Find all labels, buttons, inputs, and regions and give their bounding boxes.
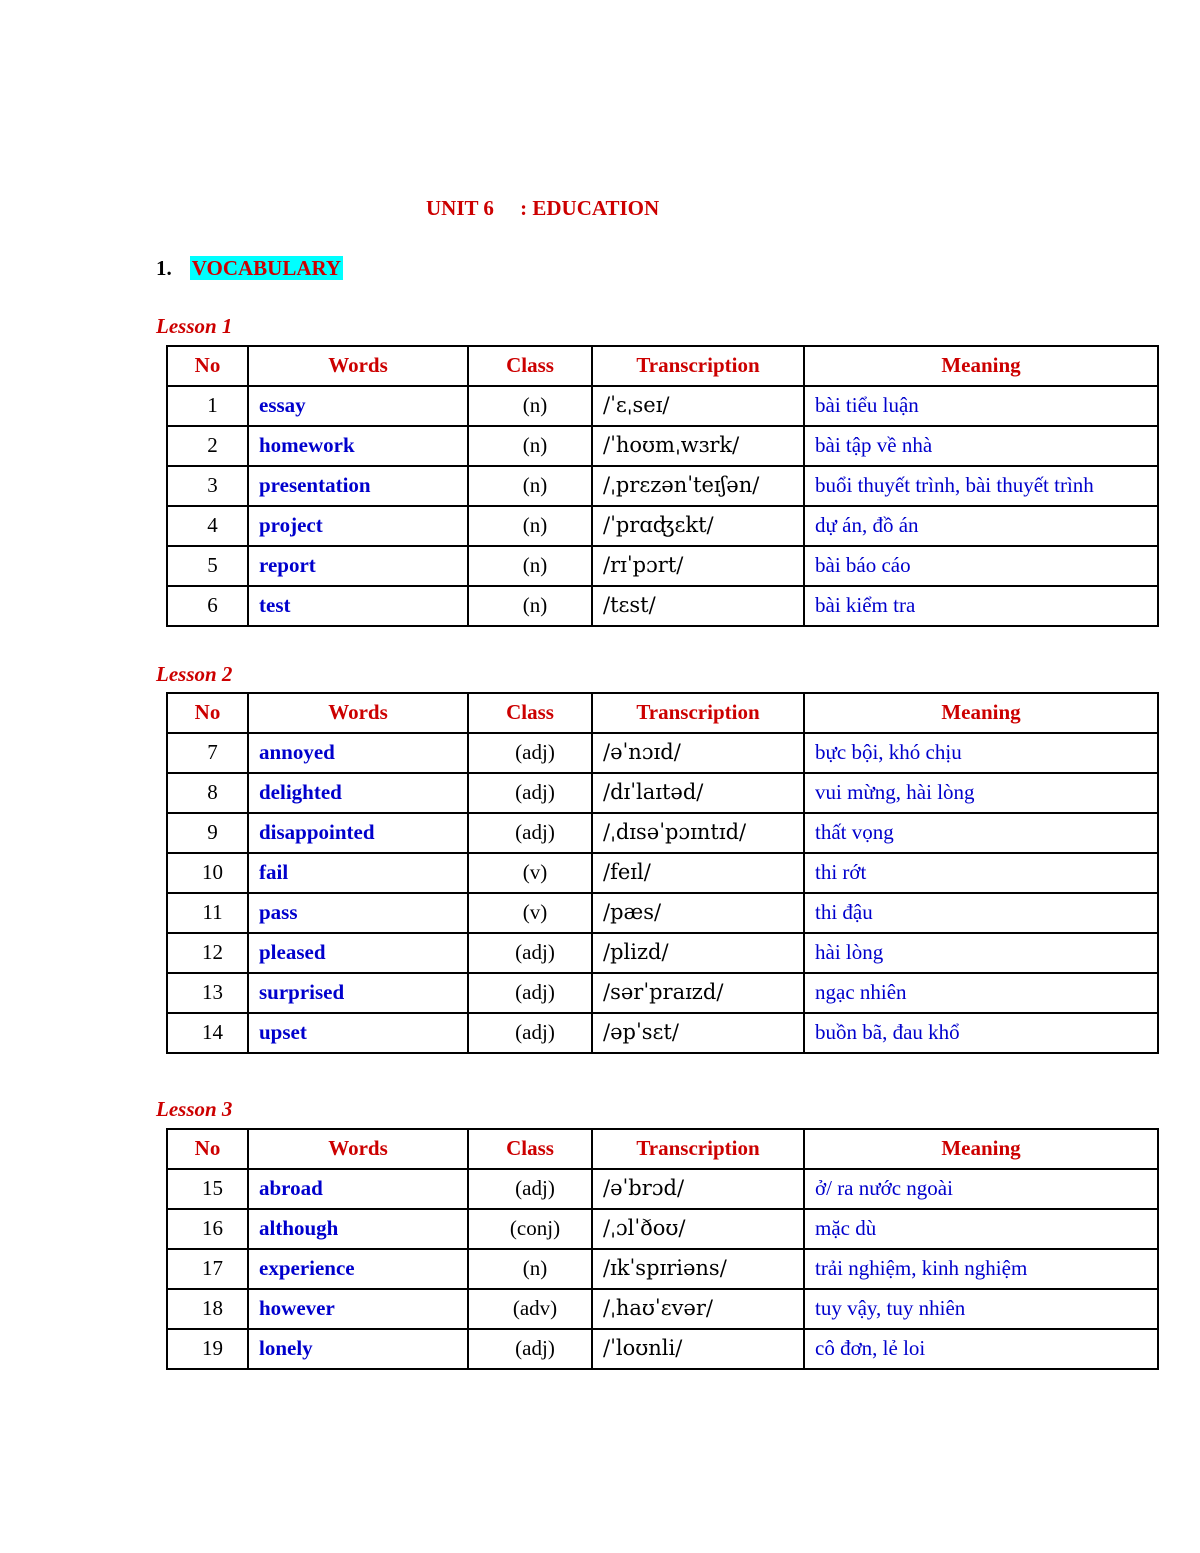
header-meaning: Meaning (804, 346, 1158, 386)
table-header-row (167, 346, 1158, 386)
word-cell: pleased (248, 933, 468, 973)
transcription-cell: /ˈloʊnli/ (592, 1329, 804, 1369)
table-row (167, 506, 1158, 546)
table-row (167, 1329, 1158, 1369)
lesson-3-label: Lesson 3 (156, 1097, 233, 1121)
class-cell: (adj) (468, 973, 592, 1013)
transcription-cell: /ˈhoʊmˌwɜrk/ (592, 426, 804, 466)
word-cell: although (248, 1209, 468, 1249)
meaning-cell: ở/ ra nước ngoài (804, 1169, 1158, 1209)
meaning-cell: cô đơn, lẻ loi (804, 1329, 1158, 1369)
page-title: UNIT 6 : EDUCATION (426, 196, 660, 220)
table-row (167, 893, 1158, 933)
class-cell: (n) (468, 546, 592, 586)
row-number: 3 (167, 466, 248, 506)
table-header-row (167, 693, 1158, 733)
word-cell: test (248, 586, 468, 626)
table-row (167, 1013, 1158, 1053)
table-row (167, 1169, 1158, 1209)
meaning-cell: thi rớt (804, 853, 1158, 893)
row-number: 14 (167, 1013, 248, 1053)
meaning-cell: thi đậu (804, 893, 1158, 933)
header-words: Words (248, 1129, 468, 1169)
row-number: 18 (167, 1289, 248, 1329)
row-number: 19 (167, 1329, 248, 1369)
row-number: 13 (167, 973, 248, 1013)
row-number: 16 (167, 1209, 248, 1249)
meaning-cell: trải nghiệm, kinh nghiệm (804, 1249, 1158, 1289)
transcription-cell: /əˈnɔɪd/ (592, 733, 804, 773)
header-class: Class (468, 346, 592, 386)
word-cell: fail (248, 853, 468, 893)
header-no: No (167, 1129, 248, 1169)
table-row (167, 1289, 1158, 1329)
header-no: No (167, 693, 248, 733)
transcription-cell: /tɛst/ (592, 586, 804, 626)
row-number: 10 (167, 853, 248, 893)
word-cell: abroad (248, 1169, 468, 1209)
transcription-cell: /rɪˈpɔrt/ (592, 546, 804, 586)
word-cell: annoyed (248, 733, 468, 773)
class-cell: (n) (468, 506, 592, 546)
class-cell: (adv) (468, 1289, 592, 1329)
meaning-cell: ngạc nhiên (804, 973, 1158, 1013)
table-row (167, 853, 1158, 893)
transcription-cell: /əˈbrɔd/ (592, 1169, 804, 1209)
class-cell: (v) (468, 853, 592, 893)
word-cell: delighted (248, 773, 468, 813)
class-cell: (adj) (468, 733, 592, 773)
transcription-cell: /feɪl/ (592, 853, 804, 893)
transcription-cell: /plizd/ (592, 933, 804, 973)
meaning-cell: buổi thuyết trình, bài thuyết trình (804, 466, 1158, 506)
word-cell: presentation (248, 466, 468, 506)
meaning-cell: dự án, đồ án (804, 506, 1158, 546)
row-number: 1 (167, 386, 248, 426)
word-cell: upset (248, 1013, 468, 1053)
row-number: 9 (167, 813, 248, 853)
class-cell: (adj) (468, 1013, 592, 1053)
transcription-cell: /ˌɔlˈðoʊ/ (592, 1209, 804, 1249)
table-row (167, 386, 1158, 426)
row-number: 4 (167, 506, 248, 546)
meaning-cell: thất vọng (804, 813, 1158, 853)
class-cell: (adj) (468, 813, 592, 853)
lesson-1-table (166, 345, 1159, 627)
meaning-cell: bài tiểu luận (804, 386, 1158, 426)
table-row (167, 466, 1158, 506)
meaning-cell: bài tập về nhà (804, 426, 1158, 466)
transcription-cell: /ˈprɑʤɛkt/ (592, 506, 804, 546)
header-transcription: Transcription (592, 1129, 804, 1169)
table-header-row (167, 1129, 1158, 1169)
class-cell: (adj) (468, 773, 592, 813)
class-cell: (adj) (468, 1329, 592, 1369)
word-cell: pass (248, 893, 468, 933)
transcription-cell: /sərˈpraɪzd/ (592, 973, 804, 1013)
word-cell: however (248, 1289, 468, 1329)
lesson-2-table (166, 692, 1159, 1054)
transcription-cell: /ˌhaʊˈɛvər/ (592, 1289, 804, 1329)
row-number: 11 (167, 893, 248, 933)
section-number: 1. (156, 256, 172, 280)
meaning-cell: buồn bã, đau khổ (804, 1013, 1158, 1053)
row-number: 2 (167, 426, 248, 466)
table-row (167, 426, 1158, 466)
row-number: 7 (167, 733, 248, 773)
table-row (167, 733, 1158, 773)
row-number: 8 (167, 773, 248, 813)
transcription-cell: /əpˈsɛt/ (592, 1013, 804, 1053)
meaning-cell: bực bội, khó chịu (804, 733, 1158, 773)
section-label: VOCABULARY (191, 256, 342, 280)
word-cell: essay (248, 386, 468, 426)
meaning-cell: mặc dù (804, 1209, 1158, 1249)
word-cell: disappointed (248, 813, 468, 853)
table-row (167, 813, 1158, 853)
header-meaning: Meaning (804, 1129, 1158, 1169)
table-row (167, 933, 1158, 973)
transcription-cell: /dɪˈlaɪtəd/ (592, 773, 804, 813)
header-words: Words (248, 693, 468, 733)
class-cell: (conj) (468, 1209, 592, 1249)
class-cell: (n) (468, 1249, 592, 1289)
word-cell: surprised (248, 973, 468, 1013)
word-cell: report (248, 546, 468, 586)
lesson-1-label: Lesson 1 (156, 314, 233, 338)
word-cell: experience (248, 1249, 468, 1289)
class-cell: (n) (468, 586, 592, 626)
word-cell: project (248, 506, 468, 546)
table-row (167, 546, 1158, 586)
row-number: 17 (167, 1249, 248, 1289)
meaning-cell: vui mừng, hài lòng (804, 773, 1158, 813)
transcription-cell: /pæs/ (592, 893, 804, 933)
transcription-cell: /ˈɛˌseɪ/ (592, 386, 804, 426)
table-row (167, 586, 1158, 626)
class-cell: (n) (468, 426, 592, 466)
meaning-cell: bài báo cáo (804, 546, 1158, 586)
table-row (167, 1249, 1158, 1289)
section-heading (156, 256, 343, 281)
header-transcription: Transcription (592, 693, 804, 733)
table-row (167, 1209, 1158, 1249)
table-row (167, 973, 1158, 1013)
meaning-cell: hài lòng (804, 933, 1158, 973)
row-number: 6 (167, 586, 248, 626)
transcription-cell: /ˌprɛzənˈteɪʃən/ (592, 466, 804, 506)
class-cell: (n) (468, 386, 592, 426)
header-class: Class (468, 693, 592, 733)
table-row (167, 773, 1158, 813)
header-words: Words (248, 346, 468, 386)
row-number: 15 (167, 1169, 248, 1209)
lesson-2-label: Lesson 2 (156, 662, 233, 686)
meaning-cell: tuy vậy, tuy nhiên (804, 1289, 1158, 1329)
header-transcription: Transcription (592, 346, 804, 386)
row-number: 5 (167, 546, 248, 586)
transcription-cell: /ɪkˈspɪriəns/ (592, 1249, 804, 1289)
header-class: Class (468, 1129, 592, 1169)
lesson-3-table (166, 1128, 1159, 1370)
header-meaning: Meaning (804, 693, 1158, 733)
class-cell: (v) (468, 893, 592, 933)
word-cell: lonely (248, 1329, 468, 1369)
transcription-cell: /ˌdɪsəˈpɔɪntɪd/ (592, 813, 804, 853)
class-cell: (adj) (468, 933, 592, 973)
word-cell: homework (248, 426, 468, 466)
class-cell: (adj) (468, 1169, 592, 1209)
meaning-cell: bài kiểm tra (804, 586, 1158, 626)
class-cell: (n) (468, 466, 592, 506)
header-no: No (167, 346, 248, 386)
row-number: 12 (167, 933, 248, 973)
